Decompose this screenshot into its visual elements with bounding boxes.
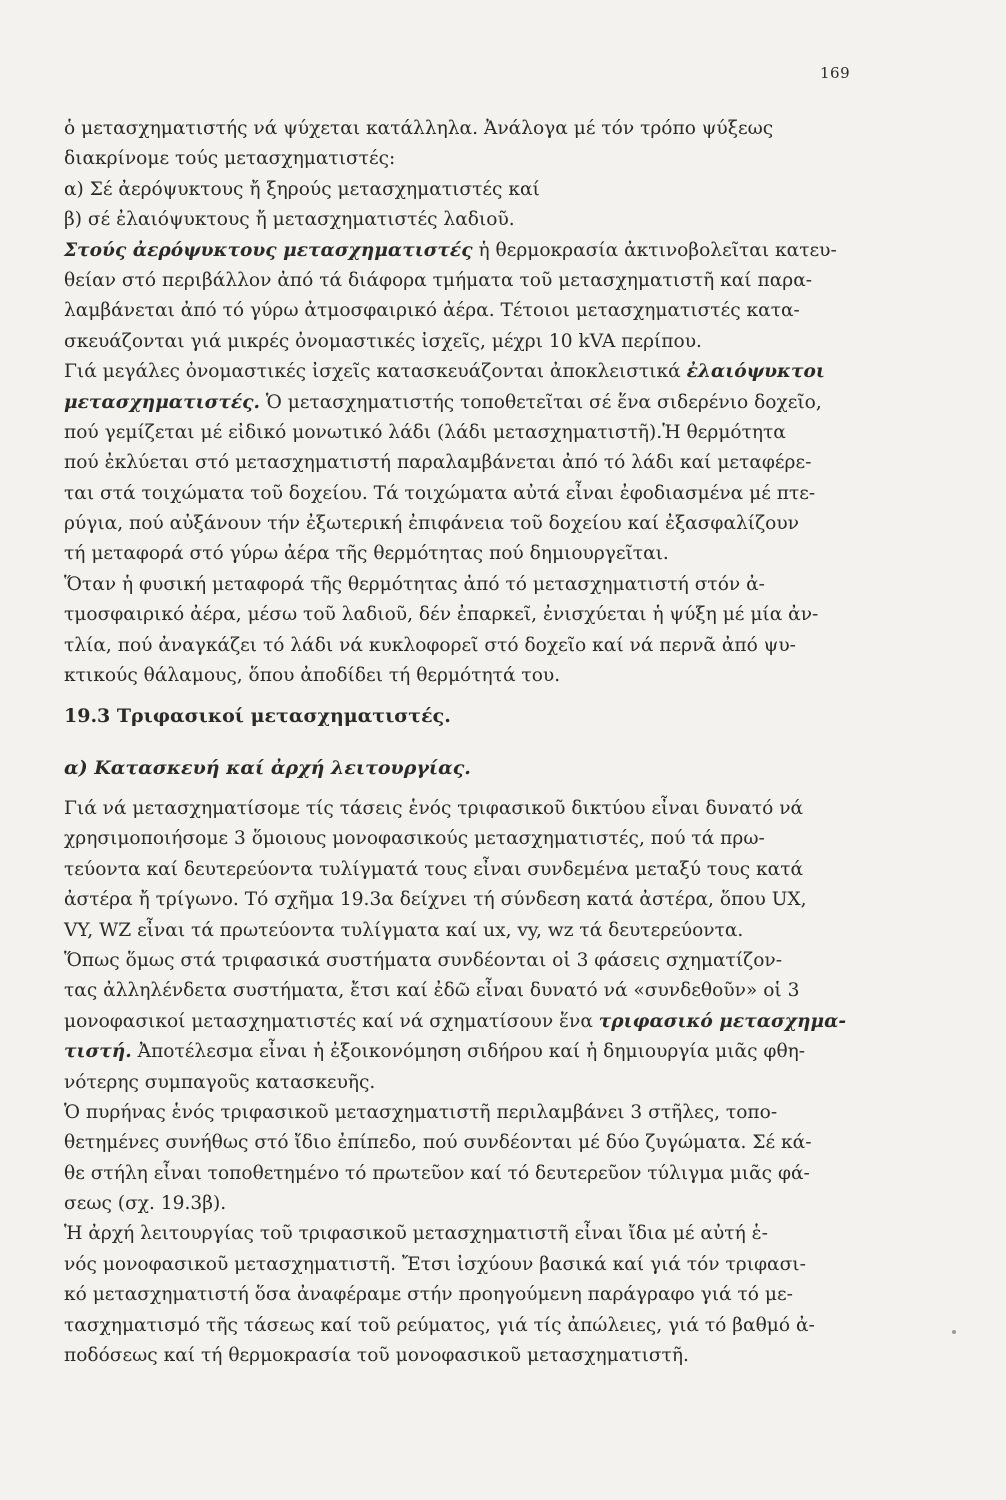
text-span: Ἀποτέλεσμα εἶναι ἡ ἐξοικονόμηση σιδήρου καί ἡ δημιουργία μιᾶς φθη-	[131, 1041, 806, 1063]
section-heading: 19.3 Τριφασικοί μετασχηματιστές.	[64, 705, 451, 727]
text-line: Ὁ πυρήνας ἑνός τριφασικοῦ μετασχηματιστῆ περιλαμβάνει 3 στῆλες, τοπο-	[64, 1101, 778, 1123]
text-line: τή μεταφορά στό γύρω ἀέρα τῆς θερμότητας πού δημιουργεῖται.	[64, 543, 669, 565]
text-line: σεως (σχ. 19.3β).	[64, 1193, 227, 1215]
text-line: α) Σέ ἀερόψυκτους ἤ ξηρούς μετασχηματιστές καί	[64, 178, 540, 200]
text-span: Ὁ μετασχηματιστής τοποθετεῖται σέ ἕνα σιδερένιο δοχεῖο,	[259, 391, 822, 413]
text-line: Ὅταν ἡ φυσική μεταφορά τῆς θερμότητας ἀπό τό μετασχηματιστή στόν ἀ-	[64, 573, 765, 595]
text-line: νός μονοφασικοῦ μετασχηματιστῆ. Ἔτσι ἰσχύουν βασικά καί γιά τόν τριφασι-	[64, 1253, 806, 1275]
text-line: σκευάζονται γιά μικρές ὀνομαστικές ἰσχεῖς, μέχρι 10 kVA περίπου.	[64, 330, 702, 352]
text-line	[64, 1007, 904, 1037]
text-line: τλία, πού ἀναγκάζει τό λάδι νά κυκλοφορεῖ στό δοχεῖο καί νά περνᾶ ἀπό ψυ-	[64, 634, 796, 656]
text-line: πού ἐκλύεται στό μετασχηματιστή παραλαμβάνεται ἀπό τό λάδι καί μεταφέρε-	[64, 452, 812, 474]
text-span: ἡ θερμοκρασία ἀκτινοβολεῖται κατευ-	[472, 239, 837, 261]
text-line: κτικούς θάλαμους, ὅπου ἀποδίδει τή θερμότητά του.	[64, 665, 561, 687]
text-line: ἀστέρα ἤ τρίγωνο. Τό σχῆμα 19.3α δείχνει τή σύνδεση κατά ἀστέρα, ὅπου UX,	[64, 889, 807, 911]
text-line: Ὅπως ὅμως στά τριφασικά συστήματα συνδέονται οἱ 3 φάσεις σχηματίζον-	[64, 949, 782, 971]
text-line: τας ἀλληλένδετα συστήματα, ἔτσι καί ἐδῶ εἶναι δυνατό νά «συνδεθοῦν» οἱ 3	[64, 980, 800, 1002]
emphasis-text: Στούς ἀερόψυκτους μετασχηματιστές	[64, 239, 473, 261]
text-line: ὁ μετασχηματιστής νά ψύχεται κατάλληλα. Ἀνάλογα μέ τόν τρόπο ψύξεως	[64, 118, 774, 139]
text-line: ται στά τοιχώματα τοῦ δοχείου. Τά τοιχώματα αὐτά εἶναι ἐφοδιασμένα μέ πτε-	[64, 482, 816, 504]
text-line: Γιά νά μετασχηματίσομε τίς τάσεις ἑνός τριφασικοῦ δικτύου εἶναι δυνατό νά	[64, 798, 804, 819]
text-span: Γιά μεγάλες ὀνομαστικές ἰσχεῖς κατασκευάζονται ἀποκλειστικά	[64, 361, 687, 383]
text-line: πού γεμίζεται μέ εἰδικό μονωτικό λάδι (λάδι μετασχηματιστῆ).Ἡ θερμότητα	[64, 421, 786, 443]
text-line: θείαν στό περιβάλλον ἀπό τά διάφορα τμήματα τοῦ μετασχηματιστῆ καί παρα-	[64, 269, 813, 291]
text-line: θε στήλη εἶναι τοποθετημένο τό πρωτεῦον καί τό δευτερεῦον τύλιγμα μιᾶς φά-	[64, 1162, 810, 1184]
text-line: θετημένες συνήθως στό ἴδιο ἐπίπεδο, πού συνδέονται μέ δύο ζυγώματα. Σέ κά-	[64, 1132, 812, 1154]
emphasis-text: τιστή.	[64, 1041, 132, 1063]
text-line: κό μετασχηματιστή ὅσα ἀναφέραμε στήν προηγούμενη παράγραφο γιά τό με-	[64, 1284, 793, 1306]
text-line: VY, WZ εἶναι τά πρωτεύοντα τυλίγματα καί ux, vy, wz τά δευτερεύοντα.	[64, 919, 744, 941]
text-line: νότερης συμπαγοῦς κατασκευῆς.	[64, 1071, 376, 1093]
text-line: λαμβάνεται ἀπό τό γύρω ἀτμοσφαιρικό ἀέρα. Τέτοιοι μετασχηματιστές κατα-	[64, 300, 800, 322]
paragraph-block-three-phase	[64, 794, 904, 1371]
text-line	[64, 357, 904, 387]
subsection-heading: α) Κατασκευή καί ἀρχή λειτουργίας.	[64, 757, 471, 779]
text-span: μονοφασικοί μετασχηματιστές καί νά σχηματίσουν ἕνα	[64, 1010, 599, 1032]
text-line	[64, 388, 904, 418]
text-line: τμοσφαιρικό ἀέρα, μέσω τοῦ λαδιοῦ, δέν ἐπαρκεῖ, ἐνισχύεται ἡ ψύξη μέ μία ἀν-	[64, 604, 819, 626]
text-line: διακρίνομε τούς μετασχηματιστές:	[64, 148, 396, 170]
text-line: β) σέ ἐλαιόψυκτους ἤ μετασχηματιστές λαδιοῦ.	[64, 209, 515, 231]
text-line: τασχηματισμό τῆς τάσεως καί τοῦ ρεύματος, γιά τίς ἀπώλειες, γιά τό βαθμό ἀ-	[64, 1314, 815, 1336]
paragraph-block-cooling	[64, 114, 904, 691]
text-line: Ἡ ἀρχή λειτουργίας τοῦ τριφασικοῦ μετασχηματιστῆ εἶναι ἴδια μέ αὐτή ἑ-	[64, 1223, 768, 1245]
text-line	[64, 236, 904, 266]
text-line: ποδόσεως καί τή θερμοκρασία τοῦ μονοφασικοῦ μετασχηματιστῆ.	[64, 1345, 689, 1367]
emphasis-text: ἐλαιόψυκτοι	[686, 361, 825, 383]
text-line	[64, 1037, 904, 1067]
text-line: χρησιμοποιήσομε 3 ὅμοιους μονοφασικούς μετασχηματιστές, πού τά πρω-	[64, 828, 765, 850]
emphasis-text: τριφασικό μετασχημα-	[598, 1010, 847, 1032]
scan-speck	[952, 1330, 956, 1334]
emphasis-text: μετασχηματιστές.	[64, 391, 260, 413]
text-line: ρύγια, πού αὐξάνουν τήν ἐξωτερική ἐπιφάνεια τοῦ δοχείου καί ἐξασφαλίζουν	[64, 513, 799, 535]
page-number: 169	[820, 64, 851, 82]
text-line: τεύοντα καί δευτερεύοντα τυλίγματά τους εἶναι συνδεμένα μεταξύ τους κατά	[64, 858, 804, 880]
